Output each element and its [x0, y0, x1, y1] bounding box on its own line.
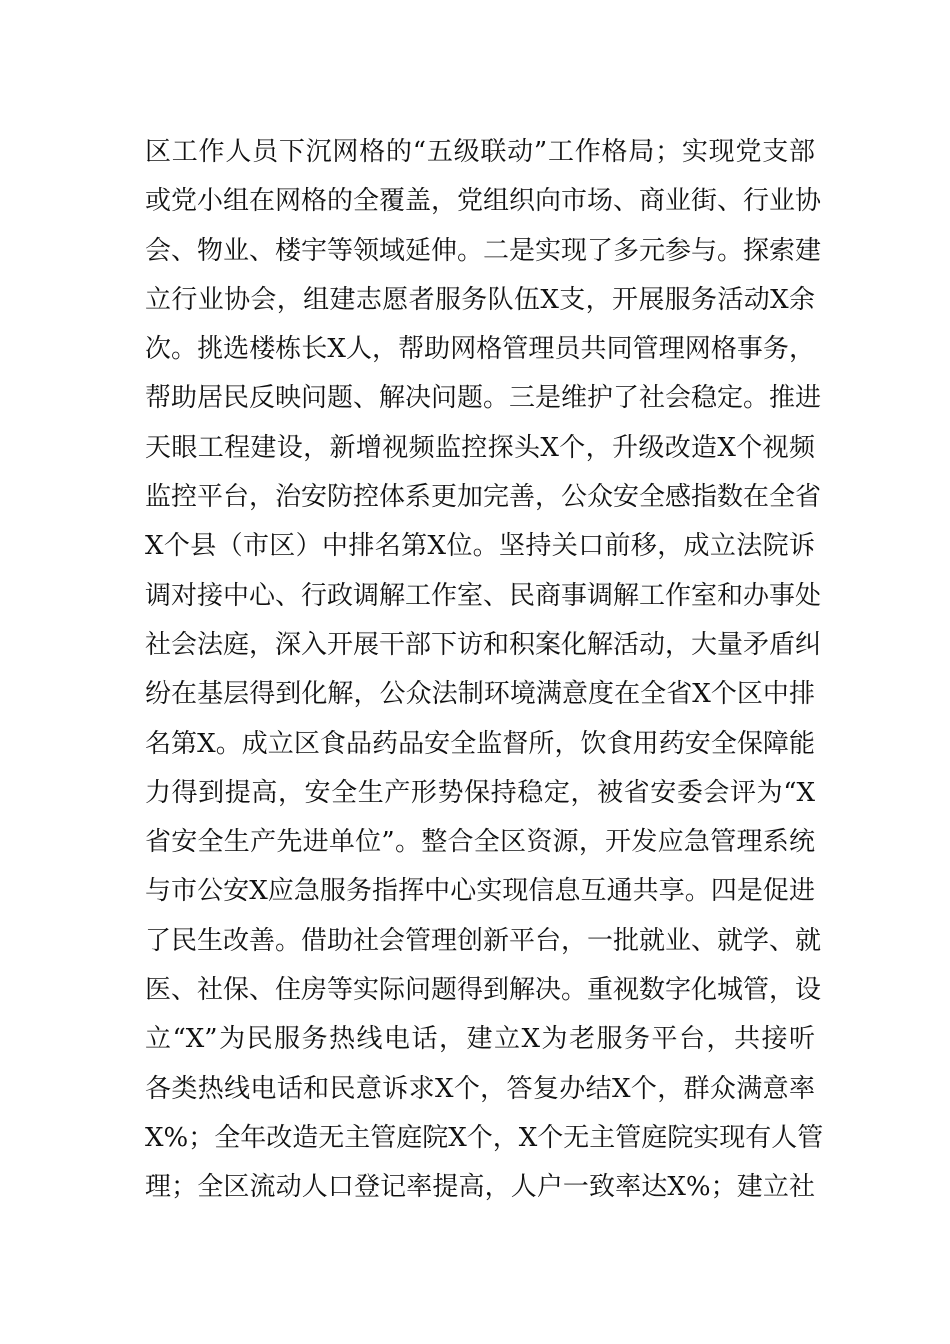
text-line: 名第X。成立区食品药品安全监督所，饮食用药安全保障能 — [145, 728, 815, 759]
text-line: 纷在基层得到化解，公众法制环境满意度在全省X个区中排 — [145, 679, 815, 710]
text-line: X%；全年改造无主管庭院X个，X个无主管庭院实现有人管 — [145, 1122, 824, 1153]
text-line: 医、社保、住房等实际问题得到解决。重视数字化城管，设 — [145, 975, 822, 1006]
text-line: 了民生改善。借助社会管理创新平台，一批就业、就学、就 — [145, 925, 822, 956]
text-line: 或党小组在网格的全覆盖，党组织向市场、商业街、行业协 — [145, 186, 822, 217]
text-line: 监控平台，治安防控体系更加完善，公众安全感指数在全省 — [145, 482, 822, 513]
text-line: X个县（市区）中排名第X位。坚持关口前移，成立法院诉 — [145, 531, 815, 562]
text-line: 与市公安X应急服务指挥中心实现信息互通共享。四是促进 — [145, 876, 815, 907]
text-line: 天眼工程建设，新增视频监控探头X个，升级改造X个视频 — [145, 432, 815, 463]
text-line: 省安全生产先进单位”。整合全区资源，开发应急管理系统 — [145, 827, 815, 858]
text-line: 区工作人员下沉网格的“五级联动”工作格局；实现党支部 — [145, 137, 815, 167]
text-line: 次。挑选楼栋长X人，帮助网格管理员共同管理网格事务， — [145, 334, 815, 365]
text-line: 帮助居民反映问题、解决问题。三是维护了社会稳定。推进 — [145, 383, 822, 414]
text-line: 理；全区流动人口登记率提高，人户一致率达X%；建立社 — [145, 1172, 815, 1203]
text-line: 会、物业、楼宇等领域延伸。二是实现了多元参与。探索建 — [145, 235, 822, 266]
body-text — [145, 128, 824, 1213]
text-line: 社会法庭，深入开展干部下访和积案化解活动，大量矛盾纠 — [145, 629, 822, 660]
text-line: 力得到提高，安全生产形势保持稳定，被省安委会评为“X — [145, 777, 815, 808]
text-line: 立“X”为民服务热线电话，建立X为老服务平台，共接听 — [145, 1024, 815, 1055]
text-line: 立行业协会，组建志愿者服务队伍X支，开展服务活动X余 — [145, 284, 815, 315]
text-line: 各类热线电话和民意诉求X个，答复办结X个，群众满意率 — [145, 1073, 815, 1104]
text-line: 调对接中心、行政调解工作室、民商事调解工作室和办事处 — [145, 580, 822, 611]
